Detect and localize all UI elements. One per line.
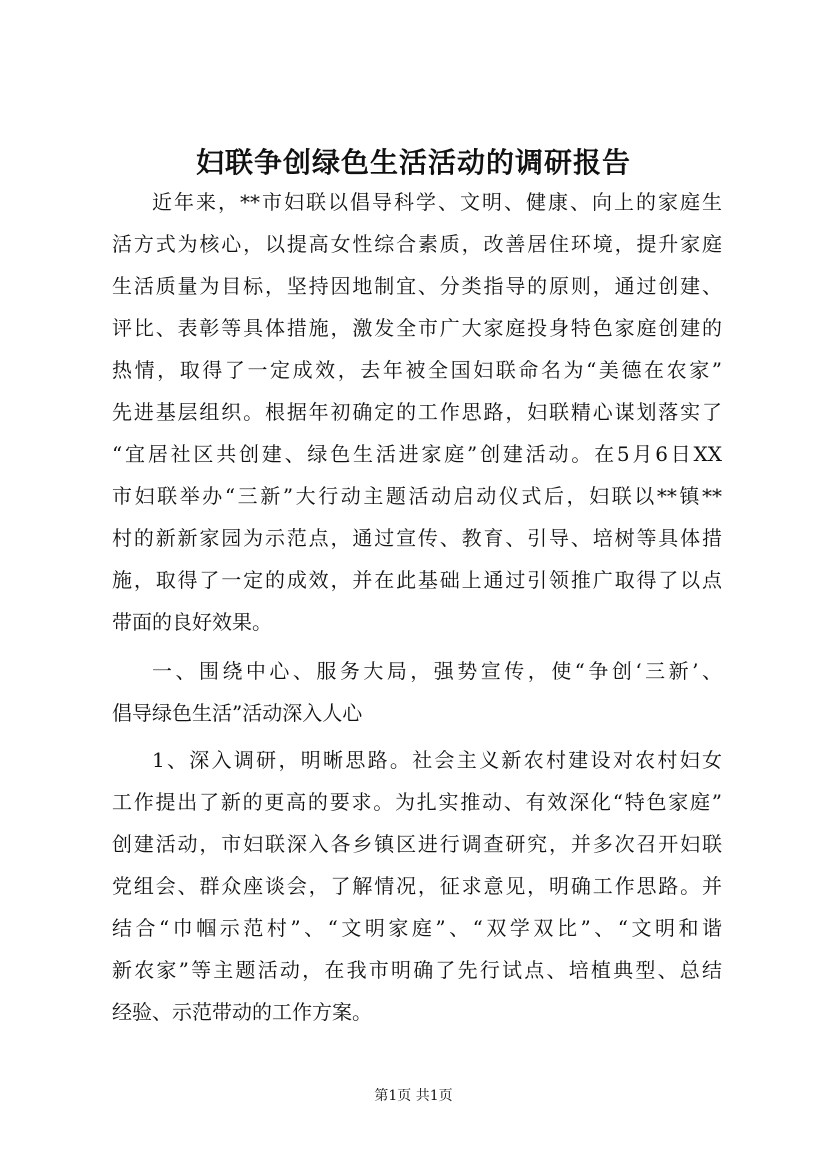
paragraph-line: 带面的良好效果。 bbox=[112, 610, 272, 634]
section-heading-line: 倡导绿色生活”活动深入人心 bbox=[112, 701, 363, 725]
paragraph-line: 经验、示范带动的工作方案。 bbox=[112, 1000, 372, 1024]
paragraph-line: 热情，取得了一定成效，去年被全国妇联命名为“美德在农家” bbox=[112, 358, 722, 382]
paragraph-line: 1、深入调研，明晰思路。社会主义新农村建设对农村妇女 bbox=[152, 748, 722, 772]
paragraph-line: “宜居社区共创建、绿色生活进家庭”创建活动。在5月6日XX bbox=[112, 442, 722, 466]
paragraph-line: 近年来，**市妇联以倡导科学、文明、健康、向上的家庭生 bbox=[152, 190, 722, 214]
paragraph-line: 活方式为核心，以提高女性综合素质，改善居住环境，提升家庭 bbox=[112, 232, 722, 256]
paragraph-line: 市妇联举办“三新”大行动主题活动启动仪式后，妇联以**镇** bbox=[112, 484, 722, 508]
paragraph-line: 工作提出了新的更高的要求。为扎实推动、有效深化“特色家庭” bbox=[112, 790, 722, 814]
document-title: 妇联争创绿色生活活动的调研报告 bbox=[195, 146, 631, 179]
paragraph-line: 结合“巾帼示范村”、“文明家庭”、“双学双比”、“文明和谐 bbox=[112, 916, 722, 940]
paragraph-line: 先进基层组织。根据年初确定的工作思路，妇联精心谋划落实了 bbox=[112, 400, 722, 424]
paragraph-line: 创建活动，市妇联深入各乡镇区进行调查研究，并多次召开妇联 bbox=[112, 832, 722, 856]
paragraph-line: 村的新新家园为示范点，通过宣传、教育、引导、培树等具体措 bbox=[112, 526, 722, 550]
paragraph-line: 评比、表彰等具体措施，激发全市广大家庭投身特色家庭创建的 bbox=[112, 316, 722, 340]
paragraph-line: 施，取得了一定的成效，并在此基础上通过引领推广取得了以点 bbox=[112, 568, 722, 592]
page-footer: 第1页 共1页 bbox=[374, 1088, 453, 1104]
paragraph-line: 生活质量为目标，坚持因地制宜、分类指导的原则，通过创建、 bbox=[112, 274, 722, 298]
section-heading-line: 一、围绕中心、服务大局，强势宣传，使“争创‘三新’、 bbox=[152, 659, 722, 683]
paragraph-line: 党组会、群众座谈会，了解情况，征求意见，明确工作思路。并 bbox=[112, 874, 722, 898]
paragraph-line: 新农家”等主题活动，在我市明确了先行试点、培植典型、总结 bbox=[112, 958, 722, 982]
